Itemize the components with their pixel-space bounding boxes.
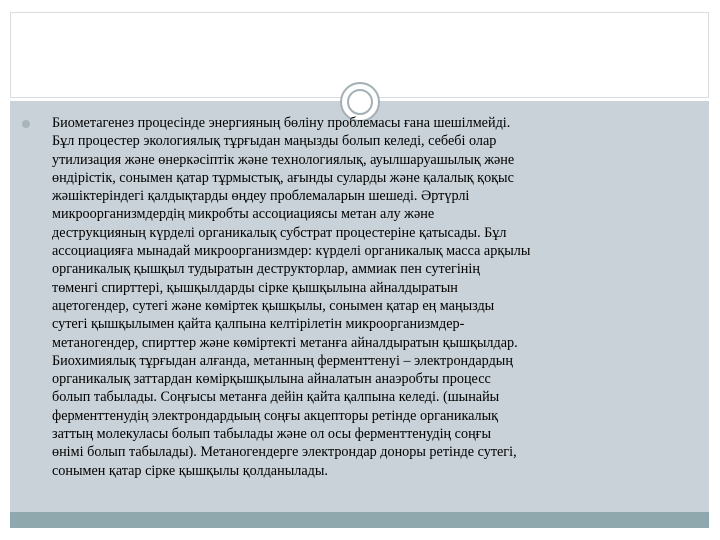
text-line: өнімі болып табылады). Метаногендерге электрондар доноры ретінде сутегі, <box>52 444 517 461</box>
text-line: жәшіктеріндегі қалдықтарды өңдеу проблемаларын шешеді. Әртүрлі <box>52 188 470 205</box>
text-line: өндірістік, сонымен қатар тұрмыстық, ағынды суларды және қалалық қоқыс <box>52 169 514 186</box>
text-line: Бұл процестер экологиялық тұрғыдан маңызды болып келеді, себебі олар <box>52 133 497 150</box>
text-line: сутегі қышқылымен қайта қалпына келтірілетін микроорганизмдер- <box>52 316 465 333</box>
bullet-text <box>52 114 686 480</box>
text-line: Биохимиялық тұрғыдан алғанда, метанның ферменттенуі – электрондардың <box>52 352 513 369</box>
text-line: Биометагенез процесінде энергияның бөліну проблемасы ғана шешілмейді. <box>52 115 511 131</box>
text-line: заттың молекуласы болып табылады және ол осы ферменттенудің соңғы <box>52 426 492 443</box>
text-line: метаногендер, спирттер және көміртекті метанға айналдыратын қышқылдар. <box>52 334 518 351</box>
text-line: деструкцияның күрделі органикалық субстрат процестеріне қатысады. Бұл <box>52 224 507 241</box>
ornament-inner-ring <box>347 89 373 115</box>
round-bullet-icon <box>22 120 30 128</box>
text-line: сонымен қатар сірке қышқылы қолданылады. <box>52 462 328 479</box>
text-line: ассоциацияға мынадай микроорганизмдер: күрделі органикалық масса арқылы <box>52 243 531 260</box>
text-line: болып табылады. Соңғысы метанға дейін қайта қалпына келеді. (шынайы <box>52 389 500 406</box>
text-line: утилизация және өнеркәсіптік және технологиялық, ауылшаруашылық және <box>52 151 515 168</box>
text-line: төменгі спирттері, қышқылдарды сірке қышқылына айналдыратын <box>52 279 458 296</box>
text-line: органикалық заттардан көмірқышқылына айналатын анаэробты процесс <box>52 371 491 388</box>
text-line: микроорганизмдердің микробты ассоциациясы метан алу және <box>52 206 435 223</box>
text-line: ацетогендер, сутегі және көміртек қышқылы, сонымен қатар ең маңызды <box>52 297 495 314</box>
text-line: органикалық қышқыл тудыратын деструкторлар, аммиак пен сутегінің <box>52 261 480 278</box>
text-line: ферменттенудің электрондардыың соңғы акцепторы ретінде органикалық <box>52 407 499 424</box>
slide-footer-bar <box>10 512 709 528</box>
